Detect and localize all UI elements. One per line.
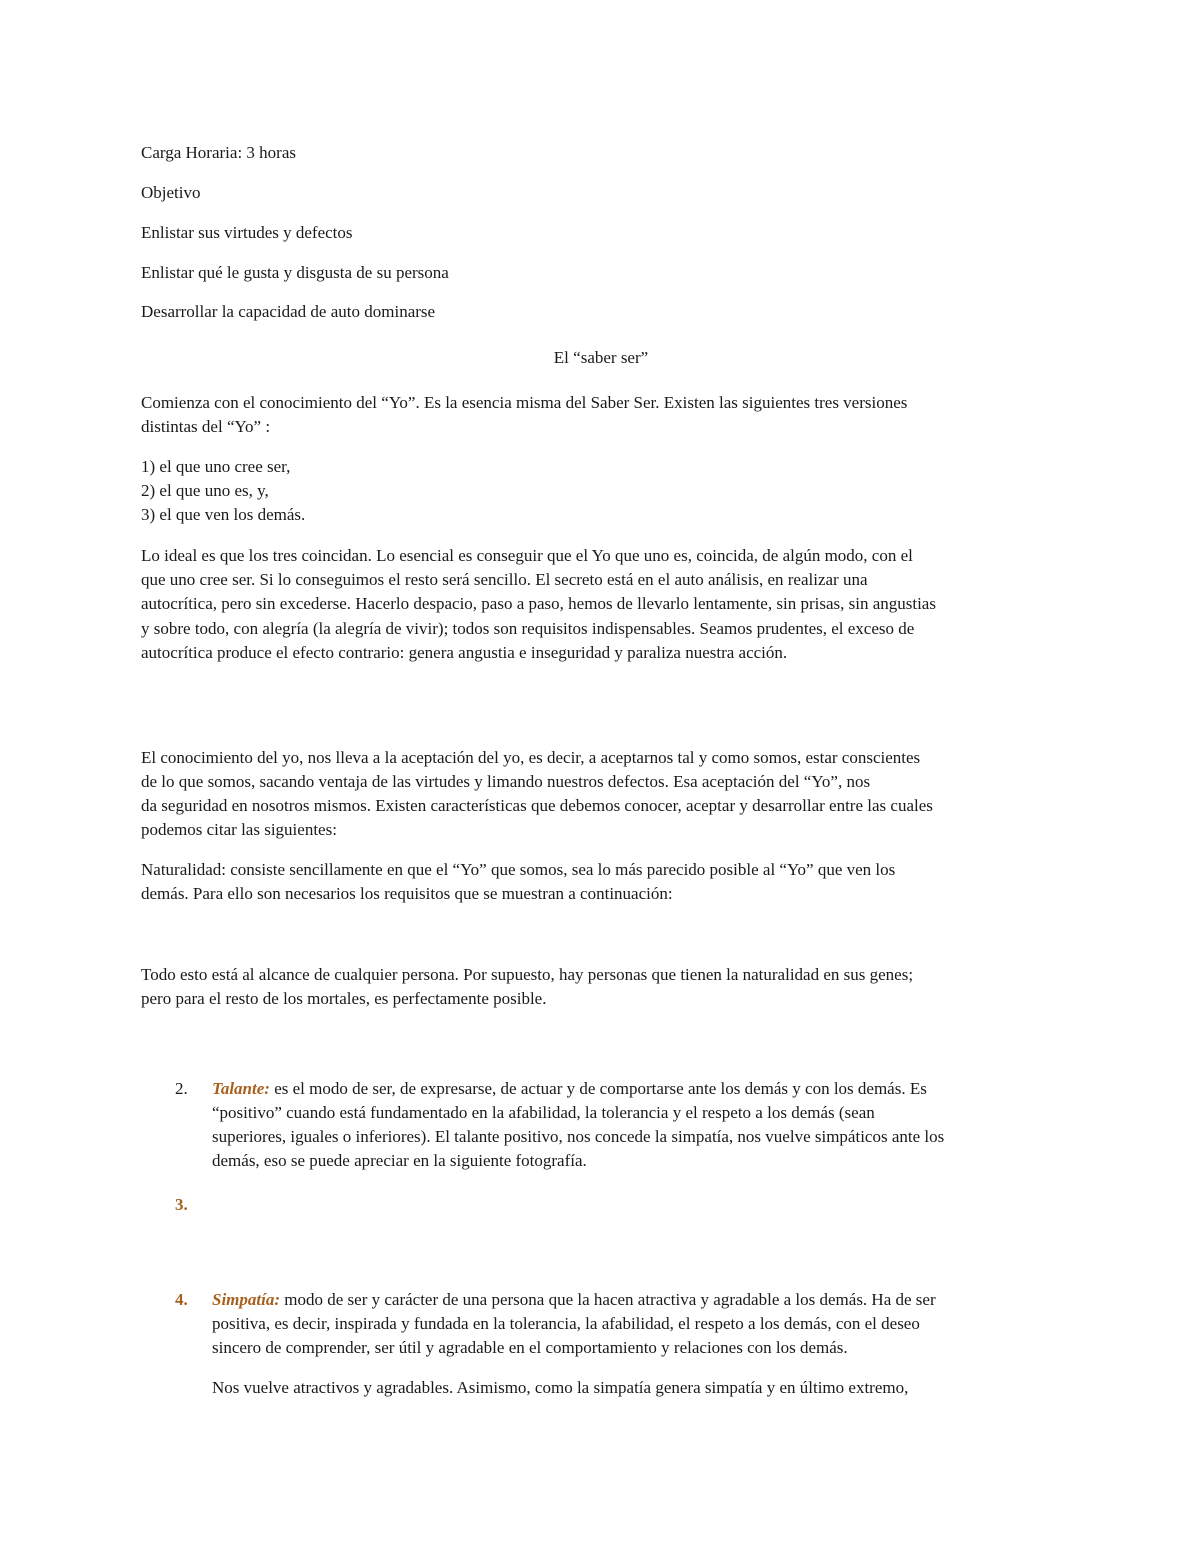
item-number: 4.	[175, 1290, 188, 1309]
term-simpatia: Simpatía:	[212, 1290, 281, 1309]
term-definition: modo de ser y carácter de una persona que la hacen atractiva y agradable a los demás. Ha de ser	[280, 1290, 936, 1309]
text-line: sincero de comprender, ser útil y agradable en el comportamiento y relaciones con los demás.	[212, 1338, 848, 1357]
text-line: pero para el resto de los mortales, es perfectamente posible.	[141, 989, 547, 1008]
text-line: superiores, iguales o inferiores). El talante positivo, nos concede la simpatía, nos vuelve simpáticos ante los	[212, 1127, 945, 1146]
text-line: demás, eso se puede apreciar en la siguiente fotografía.	[212, 1151, 587, 1170]
text-line: Todo esto está al alcance de cualquier persona. Por supuesto, hay personas que tienen la naturalidad en sus genes;	[141, 965, 914, 984]
text-line: Nos vuelve atractivos y agradables. Asimismo, como la simpatía genera simpatía y en último extremo,	[212, 1378, 909, 1397]
carga-horaria: Carga Horaria: 3 horas	[141, 143, 296, 162]
text-line: de lo que somos, sacando ventaja de las virtudes y limando nuestros defectos. Esa aceptación del “Yo”, nos	[141, 772, 871, 791]
text-line	[212, 1077, 1061, 1101]
text-line: que uno cree ser. Si lo conseguimos el resto será sencillo. El secreto está en el auto análisis, en realizar una	[141, 570, 868, 589]
text-line: El conocimiento del yo, nos lleva a la aceptación del yo, es decir, a aceptarnos tal y como somos, estar conscientes	[141, 748, 921, 767]
objective-item: Enlistar sus virtudes y defectos	[141, 223, 353, 242]
text-line: y sobre todo, con alegría (la alegría de vivir); todos son requisitos indispensables. Seamos prudentes, el exceso de	[141, 619, 915, 638]
text-line: da seguridad en nosotros mismos. Existen características que debemos conocer, aceptar y desarrollar entre las cuales	[141, 796, 933, 815]
section-title: El “saber ser”	[553, 348, 649, 367]
term-talante: Talante:	[212, 1079, 270, 1098]
objetivo-label: Objetivo	[141, 183, 201, 202]
text-line: distintas del “Yo” :	[141, 417, 271, 436]
list-item: 3) el que ven los demás.	[141, 505, 306, 524]
item-number: 3.	[175, 1195, 188, 1214]
list-item: 1) el que uno cree ser,	[141, 457, 291, 476]
text-line	[212, 1288, 1061, 1312]
text-line: Comienza con el conocimiento del “Yo”. Es la esencia misma del Saber Ser. Existen las siguientes tres versiones	[141, 393, 908, 412]
term-definition: es el modo de ser, de expresarse, de actuar y de comportarse ante los demás y con los demás. Es	[269, 1079, 927, 1098]
text-line: positiva, es decir, inspirada y fundada en la tolerancia, la afabilidad, el respeto a los demás, con el deseo	[212, 1314, 920, 1333]
item-number: 2.	[175, 1079, 188, 1098]
list-item: 2) el que uno es, y,	[141, 481, 269, 500]
objective-item: Enlistar qué le gusta y disgusta de su persona	[141, 263, 449, 282]
text-line: autocrítica produce el efecto contrario: genera angustia e inseguridad y paraliza nuestra acción.	[141, 643, 788, 662]
text-line: autocrítica, pero sin excederse. Hacerlo despacio, paso a paso, hemos de llevarlo lentamente, sin prisas, sin angustias	[141, 594, 936, 613]
text-line: demás. Para ello son necesarios los requisitos que se muestran a continuación:	[141, 884, 673, 903]
objective-item: Desarrollar la capacidad de auto dominarse	[141, 302, 436, 321]
text-line: Naturalidad: consiste sencillamente en que el “Yo” que somos, sea lo más parecido posible al “Yo” que ven los	[141, 860, 896, 879]
text-line: podemos citar las siguientes:	[141, 820, 337, 839]
text-line: “positivo” cuando está fundamentado en la afabilidad, la tolerancia y el respeto a los demás (sean	[212, 1103, 875, 1122]
text-line: Lo ideal es que los tres coincidan. Lo esencial es conseguir que el Yo que uno es, coincida, de algún modo, con el	[141, 546, 913, 565]
